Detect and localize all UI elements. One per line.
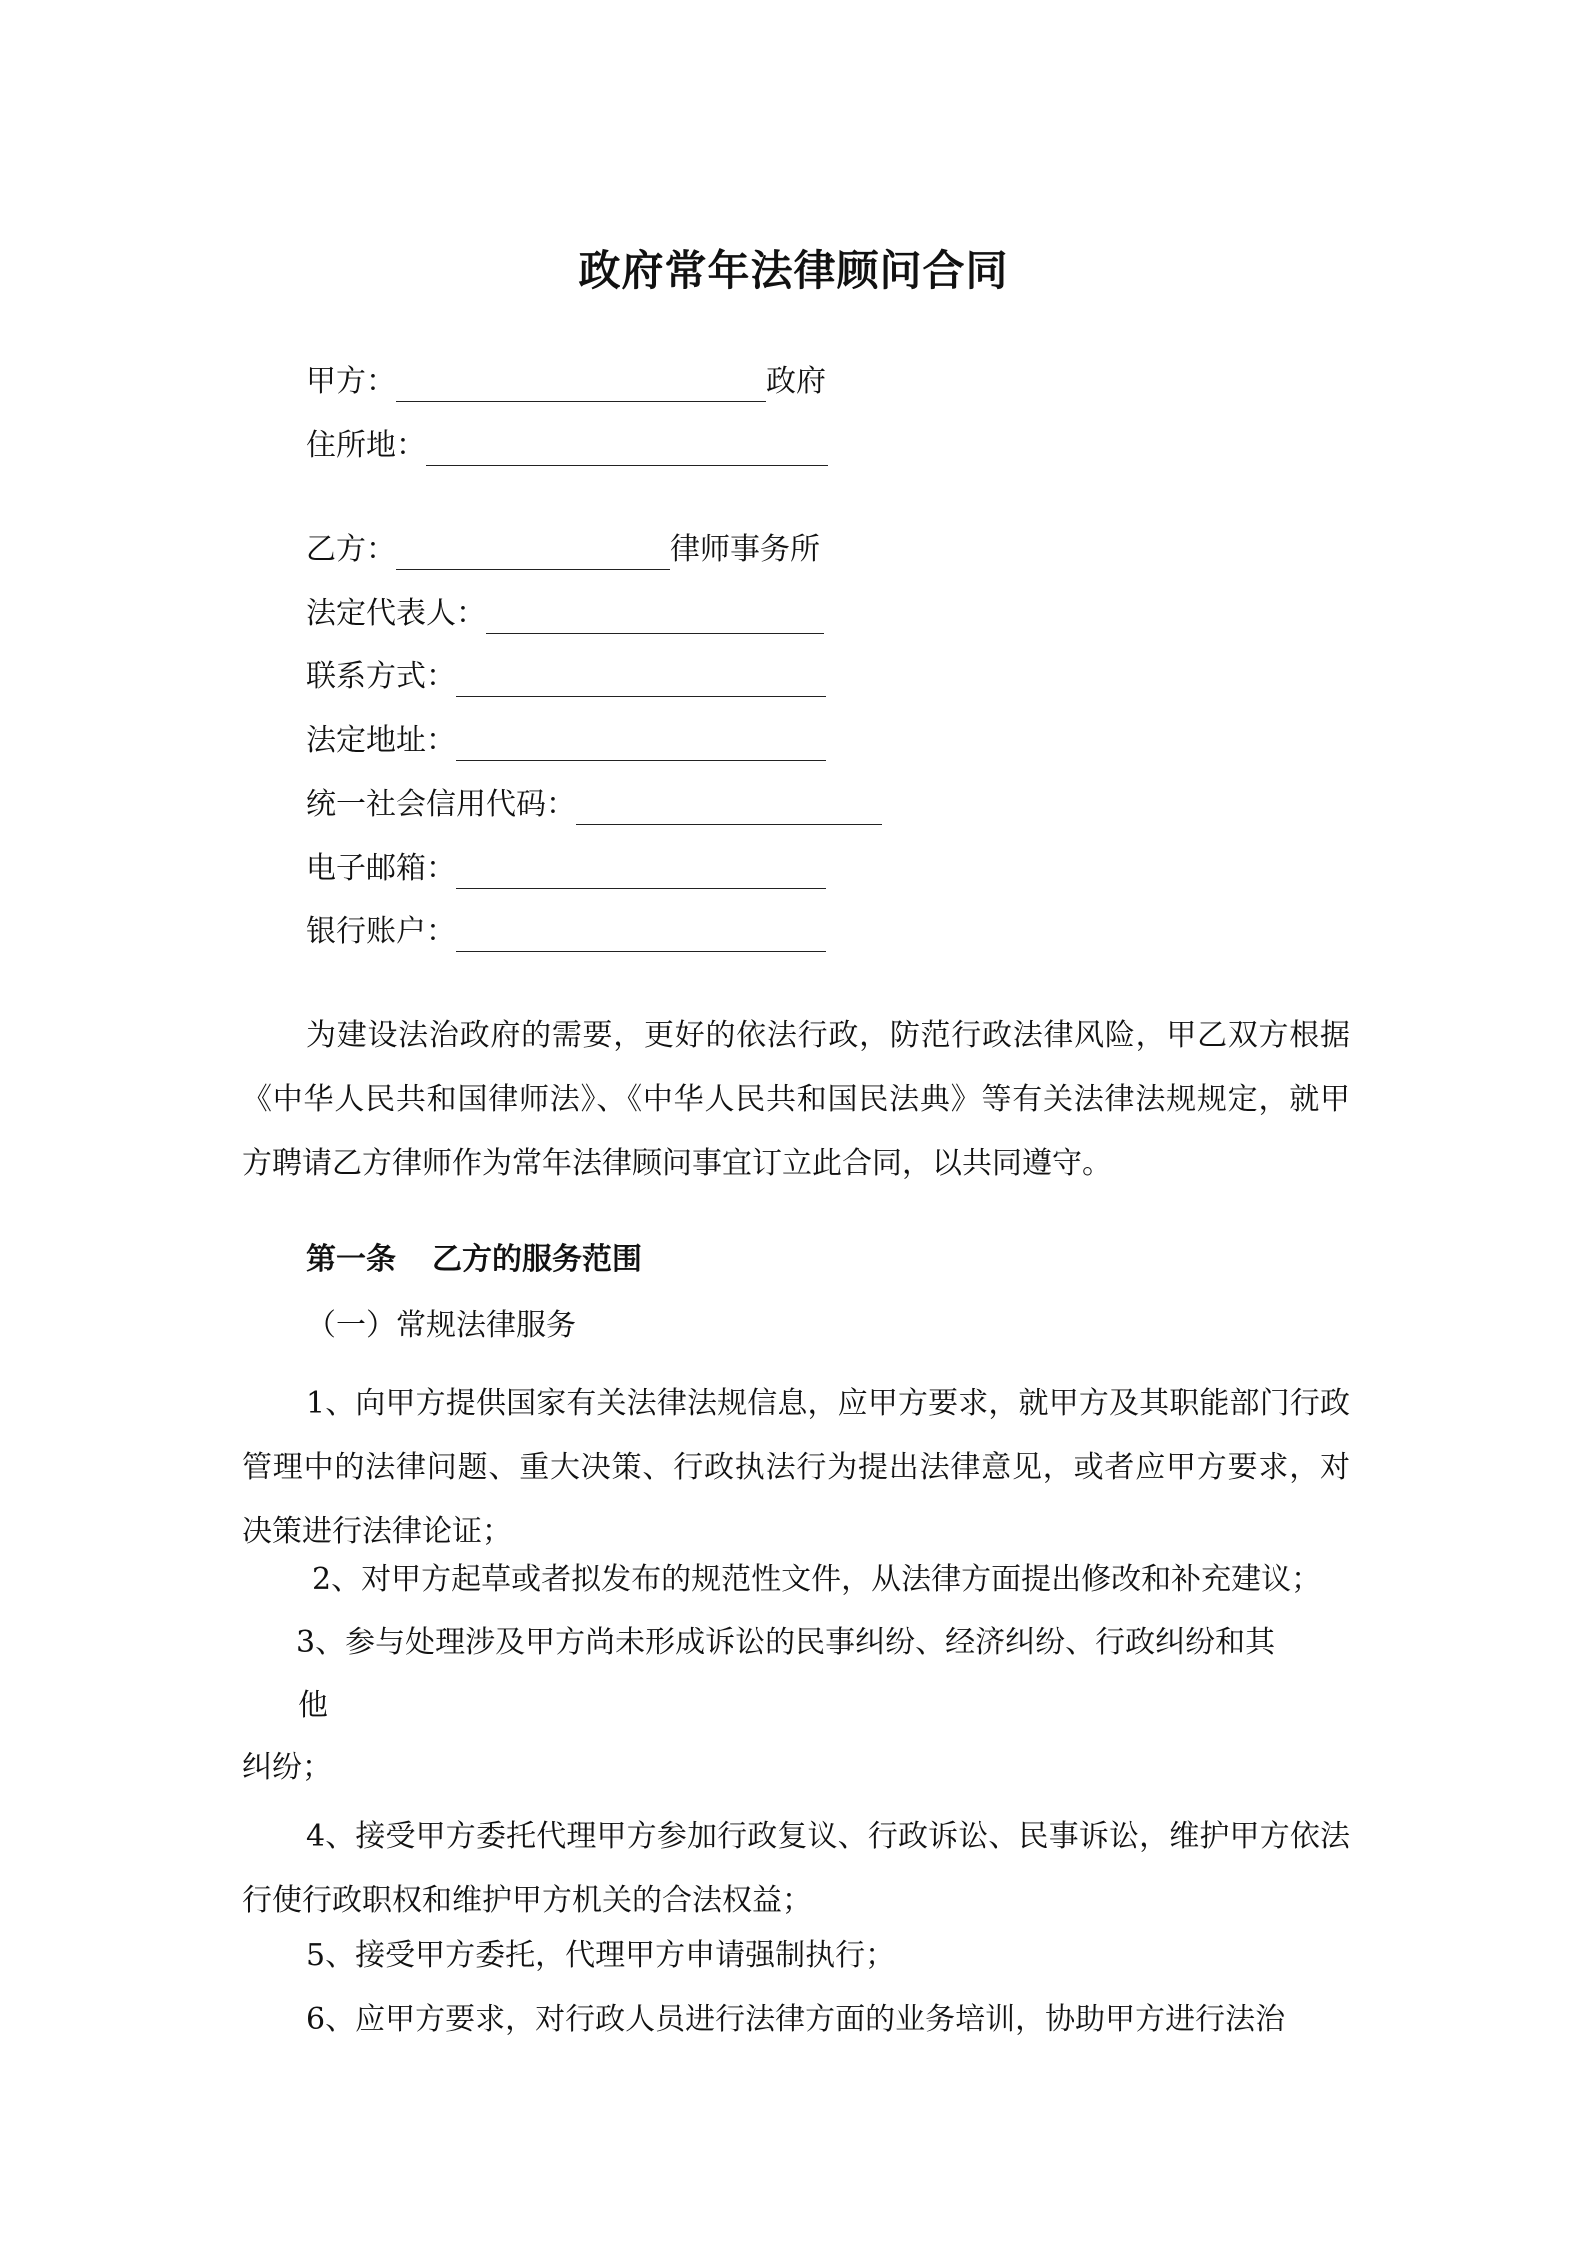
contact-label: 联系方式： — [306, 659, 456, 694]
article-1-item-4: 4、接受甲方委托代理甲方参加行政复议、行政诉讼、民事诉讼，维护甲方依法行使行政职权和维护甲方机关的合法权益； — [242, 1819, 1350, 1918]
article-1-item-5: 5、接受甲方委托，代理甲方申请强制执行； — [306, 1938, 896, 1973]
contact-blank — [456, 662, 826, 697]
article-1-item-3: 3、参与处理涉及甲方尚未形成诉讼的民事纠纷、经济纠纷、行政纠纷和其 — [296, 1625, 1276, 1660]
party-a-suffix: 政府 — [766, 364, 826, 399]
legal-rep-blank — [486, 599, 824, 634]
party-a-line — [306, 362, 826, 402]
article-1-item-6: 6、应甲方要求，对行政人员进行法律方面的业务培训，协助甲方进行法治 — [306, 2002, 1286, 2037]
subsection-heading: （一）常规法律服务 — [306, 1308, 576, 1343]
party-b-line — [306, 530, 820, 570]
party-a-address-blank — [426, 431, 828, 466]
article-1-item-1: 1、向甲方提供国家有关法律法规信息，应甲方要求，就甲方及其职能部门行政管理中的法律问题、重大决策、行政执法行为提出法律意见，或者应甲方要求，对决策进行法律论证； — [242, 1386, 1350, 1549]
credit-code-line — [306, 785, 882, 825]
bank-account-blank — [456, 917, 826, 952]
contact-line — [306, 657, 826, 697]
party-a-address-label: 住所地： — [306, 428, 426, 463]
email-label: 电子邮箱： — [306, 851, 456, 886]
party-a-name-blank — [396, 367, 766, 402]
article-1-item-2: 2、对甲方起草或者拟发布的规范性文件，从法律方面提出修改和补充建议； — [312, 1562, 1322, 1597]
legal-rep-label: 法定代表人： — [306, 596, 486, 631]
party-b-suffix: 律师事务所 — [670, 532, 820, 567]
bank-account-label: 银行账户： — [306, 914, 456, 949]
legal-rep-line — [306, 594, 824, 634]
article-1-title: 乙方的服务范围 — [432, 1242, 642, 1277]
legal-address-line — [306, 721, 826, 761]
article-1-heading — [306, 1240, 642, 1280]
legal-address-blank — [456, 726, 826, 761]
article-1-item-3-end: 纠纷； — [242, 1750, 332, 1785]
party-a-address-line — [306, 426, 828, 466]
bank-account-line — [306, 912, 826, 952]
document-title: 政府常年法律顾问合同 — [578, 246, 1009, 295]
party-b-name-blank — [396, 535, 670, 570]
legal-address-label: 法定地址： — [306, 723, 456, 758]
article-1-item-3-continuation: 他 — [298, 1688, 328, 1723]
credit-code-label: 统一社会信用代码： — [306, 787, 576, 822]
article-1-number: 第一条 — [306, 1242, 396, 1277]
party-b-label: 乙方： — [306, 532, 396, 567]
email-line — [306, 849, 826, 889]
credit-code-blank — [576, 790, 882, 825]
preamble-paragraph: 为建设法治政府的需要，更好的依法行政，防范行政法律风险，甲乙双方根据《中华人民共和国律师法》、《中华人民共和国民法典》等有关法律法规规定，就甲方聘请乙方律师作为常年法律顾问事宜订立此合同，以共同遵守。 — [242, 1018, 1350, 1181]
email-blank — [456, 854, 826, 889]
party-a-label: 甲方： — [306, 364, 396, 399]
